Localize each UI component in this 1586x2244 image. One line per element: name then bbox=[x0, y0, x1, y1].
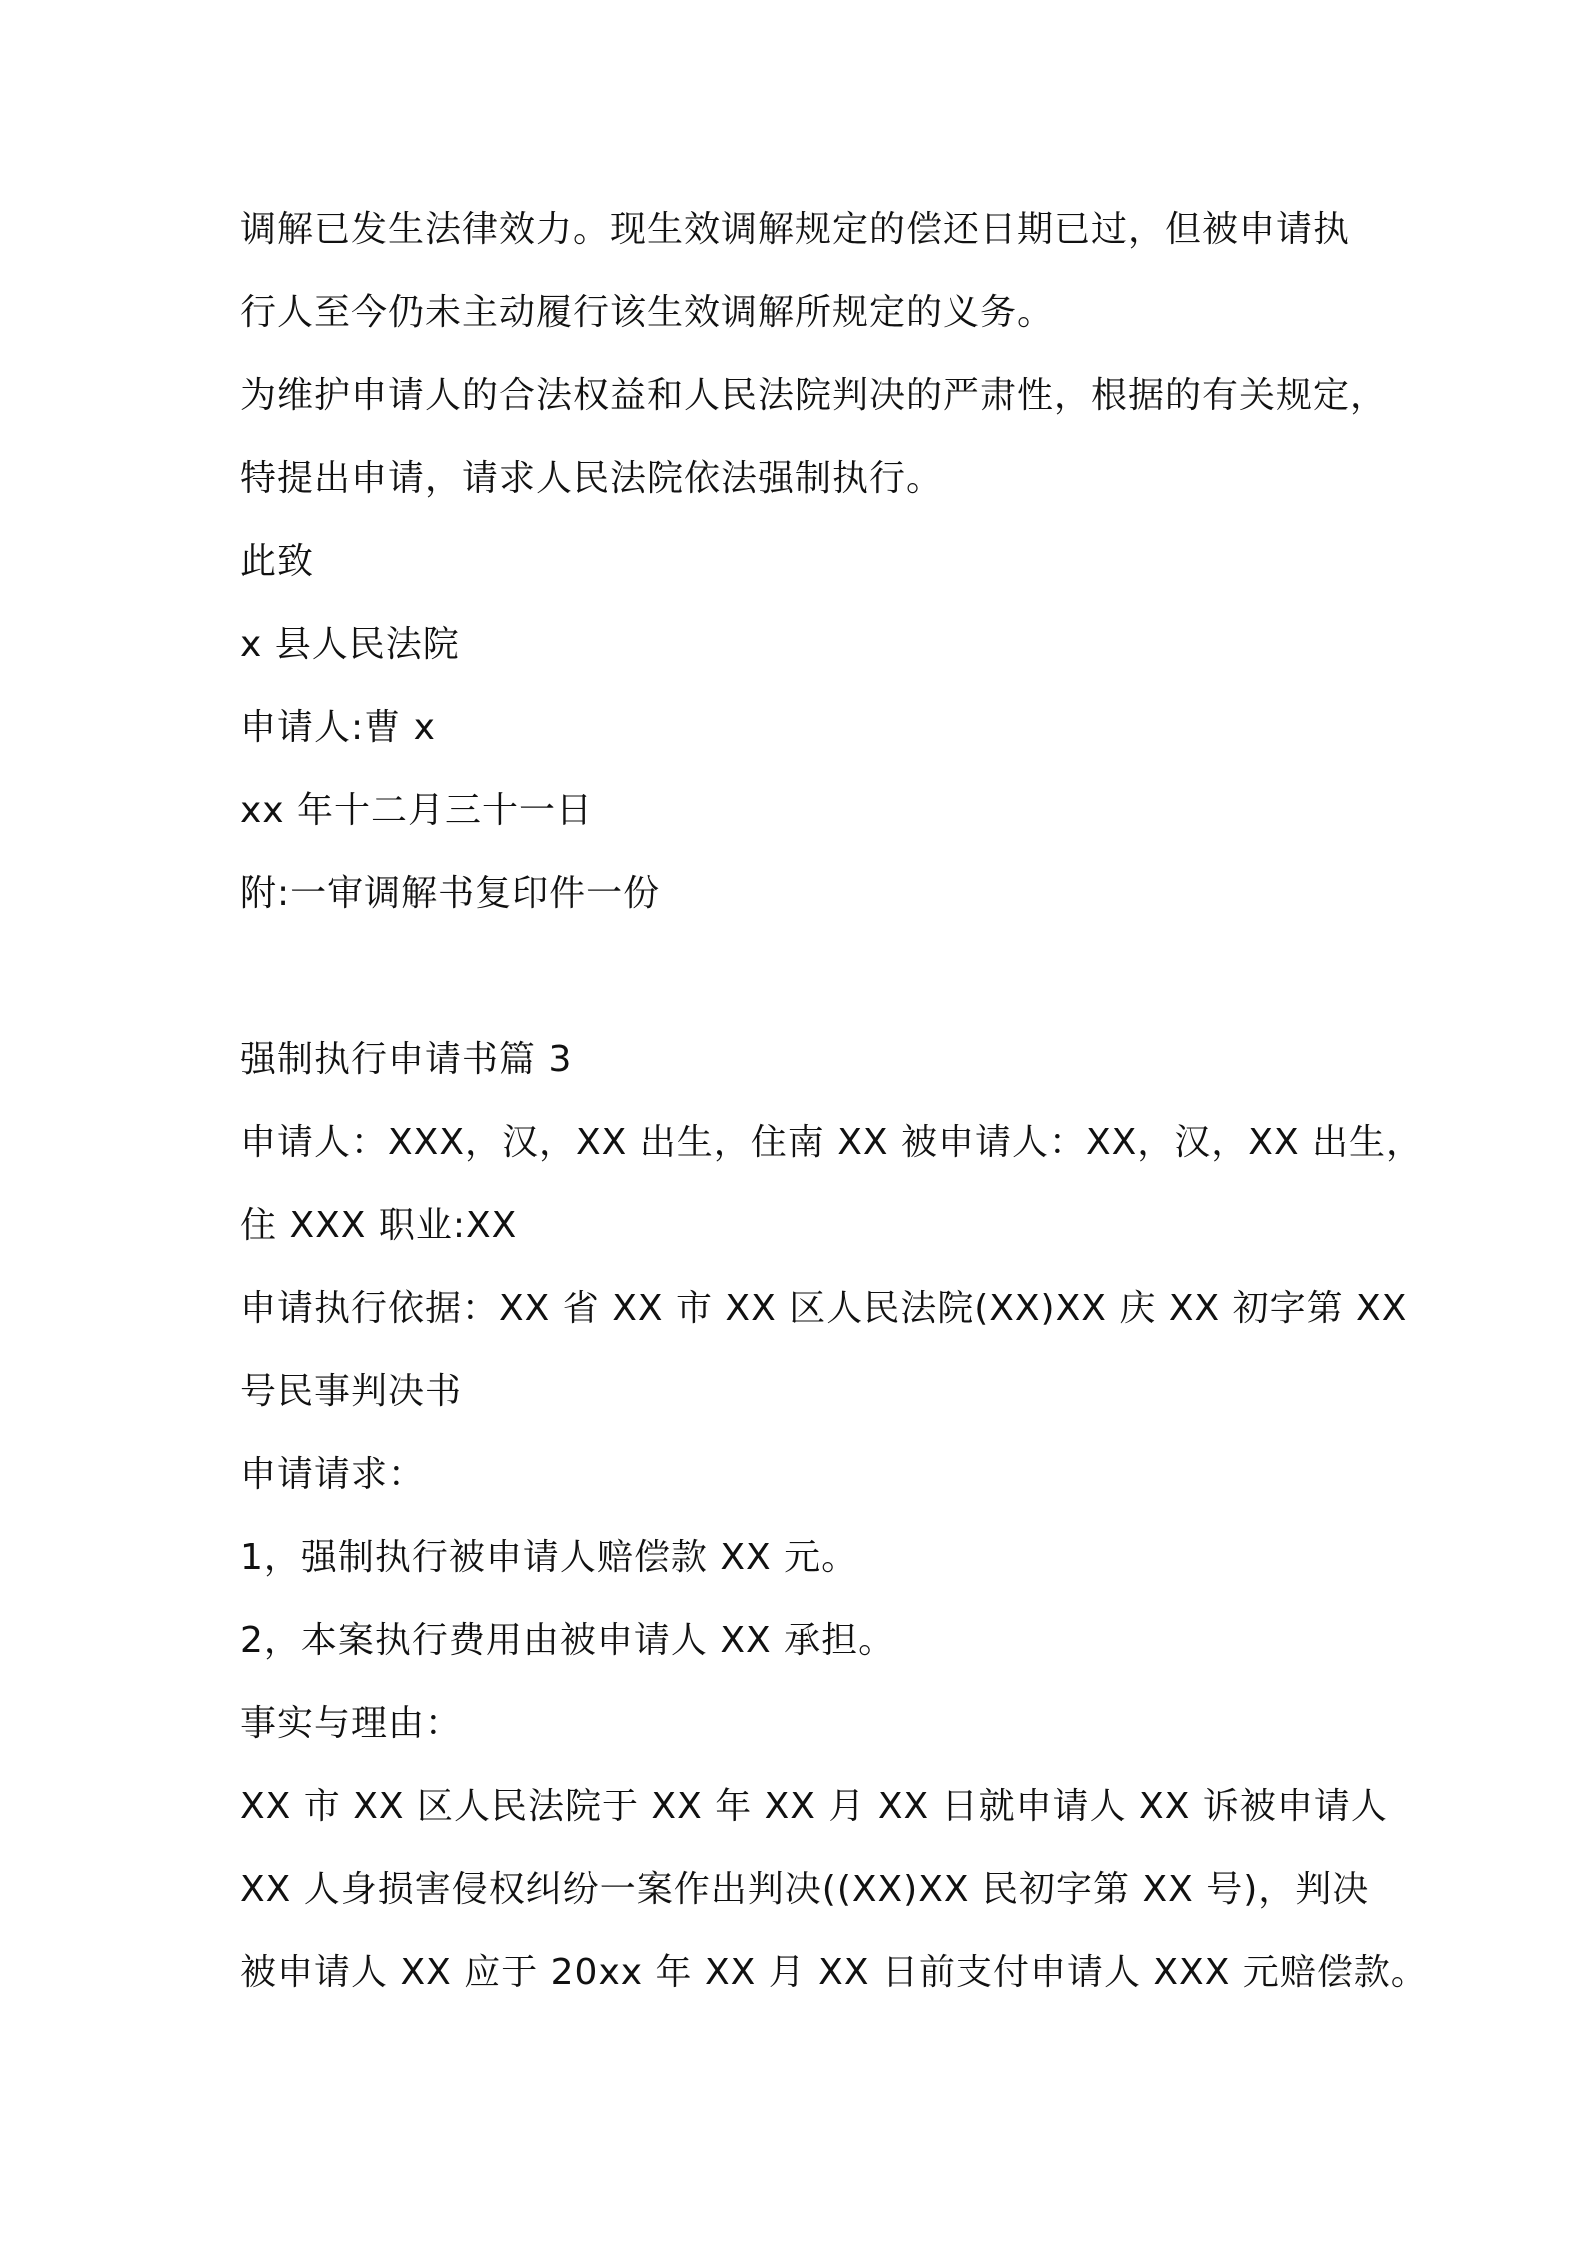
facts-heading: 事实与理由： bbox=[240, 1703, 463, 1744]
request-item: 1，强制执行被申请人赔偿款 XX 元。 bbox=[240, 1537, 859, 1578]
parties-line: 申请人：XXX，汉，XX 出生，住南 XX 被申请人：XX，汉，XX 出生， bbox=[240, 1122, 1424, 1163]
attachment-note: 附:一审调解书复印件一份 bbox=[240, 873, 661, 914]
paragraph-line: 特提出申请，请求人民法院依法强制执行。 bbox=[240, 458, 944, 499]
facts-line: XX 人身损害侵权纠纷一案作出判决((XX)XX 民初字第 XX 号)，判决 bbox=[240, 1869, 1370, 1910]
basis-line: 申请执行依据：XX 省 XX 市 XX 区人民法院(XX)XX 庆 XX 初字第 XX bbox=[240, 1288, 1408, 1329]
applicant-signature: 申请人:曹 x bbox=[240, 707, 436, 748]
request-item: 2，本案执行费用由被申请人 XX 承担。 bbox=[240, 1620, 896, 1661]
parties-line: 住 XXX 职业:XX bbox=[240, 1205, 518, 1246]
paragraph-line: 调解已发生法律效力。现生效调解规定的偿还日期已过，但被申请执 bbox=[240, 209, 1351, 250]
facts-line: XX 市 XX 区人民法院于 XX 年 XX 月 XX 日就申请人 XX 诉被申请人 bbox=[240, 1786, 1388, 1827]
document-date: xx 年十二月三十一日 bbox=[240, 790, 594, 831]
basis-line: 号民事判决书 bbox=[240, 1371, 463, 1412]
paragraph-line: 为维护申请人的合法权益和人民法院判决的严肃性，根据的有关规定， bbox=[240, 375, 1388, 416]
paragraph-line: 行人至今仍未主动履行该生效调解所规定的义务。 bbox=[240, 292, 1055, 333]
section-title: 强制执行申请书篇 3 bbox=[240, 1039, 573, 1080]
salutation: 此致 bbox=[240, 541, 315, 582]
facts-line: 被申请人 XX 应于 20xx 年 XX 月 XX 日前支付申请人 XXX 元赔偿款。 bbox=[240, 1952, 1428, 1993]
requests-heading: 申请请求： bbox=[240, 1454, 426, 1495]
court-name: x 县人民法院 bbox=[240, 624, 460, 665]
